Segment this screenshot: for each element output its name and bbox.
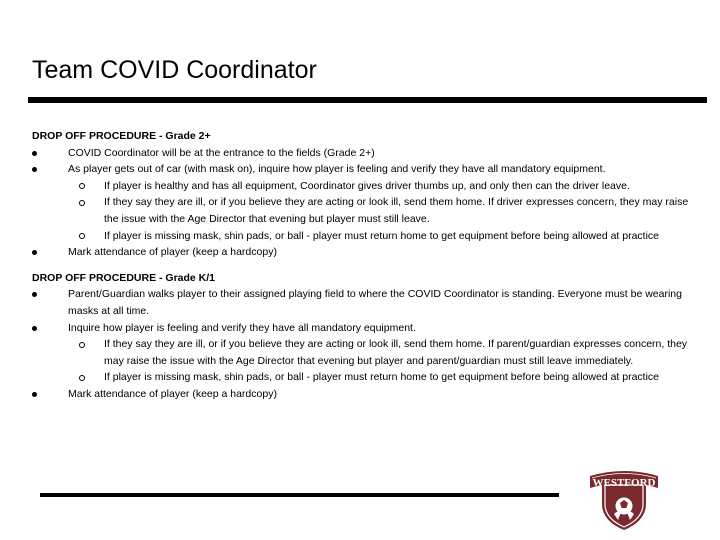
bullet-icon (32, 292, 37, 297)
hollow-bullet-icon (79, 375, 85, 381)
list-item (32, 286, 692, 319)
section-heading-grade-k1: DROP OFF PROCEDURE - Grade K/1 (32, 271, 216, 284)
list-item-text: Parent/Guardian walks player to their assigned playing field to where the COVID Coordinator is standing. Everyone must be wearing masks at all time. (68, 288, 682, 317)
list-item (32, 244, 692, 261)
bullet-icon (32, 392, 37, 397)
footer-divider (40, 493, 559, 497)
hollow-bullet-icon (79, 342, 85, 348)
list-item-text: Mark attendance of player (keep a hardcopy) (68, 246, 277, 259)
bullet-icon (32, 250, 37, 255)
sub-list-item-text: If player is healthy and has all equipment, Coordinator gives driver thumbs up, and only then can the driver leave. (104, 179, 630, 192)
sub-list-item-text: If player is missing mask, shin pads, or ball - player must return home to get equipment before being allowed at practice (104, 371, 660, 384)
bullet-icon (32, 326, 37, 331)
sub-list-item (32, 369, 692, 386)
sub-list-item (32, 178, 692, 195)
list-item-text: As player gets out of car (with mask on), inquire how player is feeling and verify they have all mandatory equipment. (68, 163, 606, 176)
list-item (32, 161, 692, 178)
title-divider (28, 97, 707, 103)
section-heading-grade-2-plus: DROP OFF PROCEDURE - Grade 2+ (32, 130, 211, 142)
list-item-text: Inquire how player is feeling and verify they have all mandatory equipment. (68, 321, 416, 334)
sub-list-item-text: If they say they are ill, or if you believe they are acting or look ill, send them home. If driver expresses concern, they may raise the issue with the Age Director that evening but player must still leave. (104, 196, 689, 225)
list-item-text: COVID Coordinator will be at the entrance to the fields (Grade 2+) (68, 146, 375, 159)
hollow-bullet-icon (79, 200, 85, 206)
sub-list-item-text: If player is missing mask, shin pads, or ball - player must return home to get equipment before being allowed at practice (104, 229, 660, 242)
hollow-bullet-icon (79, 183, 85, 189)
list-item (32, 386, 692, 403)
hollow-bullet-icon (79, 233, 85, 239)
list-item (32, 320, 692, 337)
list-item-text: Mark attendance of player (keep a hardcopy) (68, 387, 277, 400)
slide-title: Team COVID Coordinator (32, 56, 317, 84)
list-item (32, 145, 692, 162)
sub-list-item (32, 228, 692, 245)
westford-logo (588, 468, 660, 532)
sub-list-item-text: If they say they are ill, or if you believe they are acting or look ill, send them home. If parent/guardian expresses concern, they may raise the issue with the Age Director that evening but player and parent/guardian must still leave immediately. (104, 338, 688, 367)
sub-list-item (32, 336, 692, 369)
sub-list-item (32, 194, 692, 227)
bullet-icon (32, 167, 37, 172)
westford-shield-icon (588, 468, 660, 532)
logo-text: WESTFORD (592, 477, 656, 489)
slide-body (32, 128, 692, 403)
bullet-icon (32, 151, 37, 156)
